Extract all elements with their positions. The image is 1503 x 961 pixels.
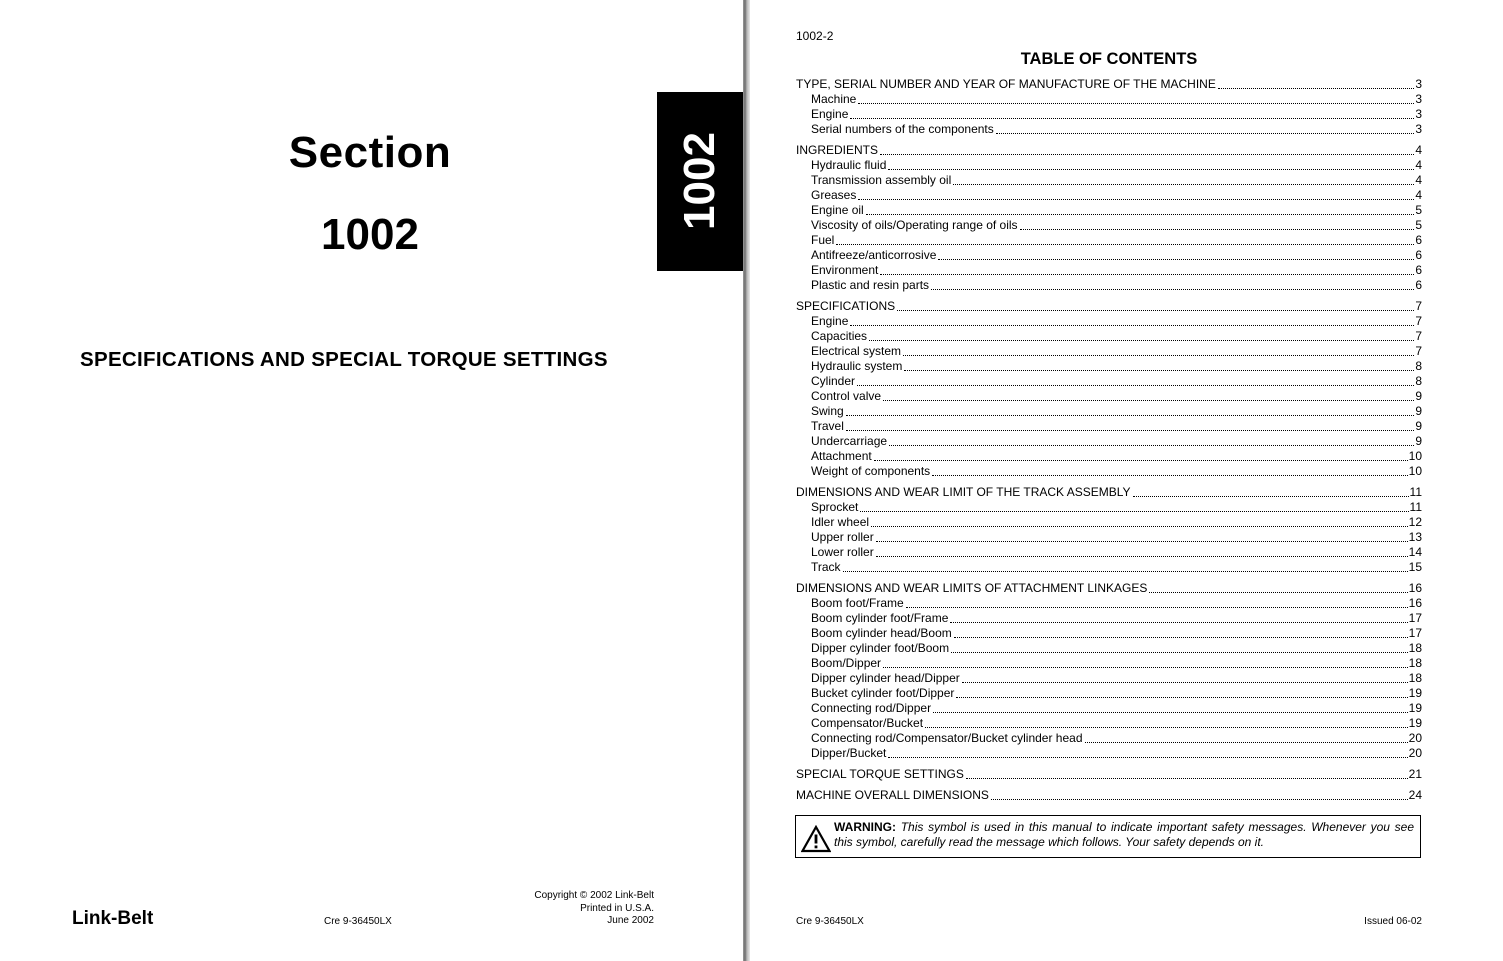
date-line: June 2002 [607,915,654,926]
issued-date: Issued 06-02 [1364,916,1422,927]
toc-entry-page: 5 [1415,203,1422,217]
toc-entry [811,641,1422,656]
toc-dot-leader [932,475,1407,476]
toc-entry-label: Antifreeze/anticorrosive [811,248,937,262]
toc-entry-page: 20 [1408,746,1422,760]
toc-entry-label: Idler wheel [811,515,870,529]
toc-entry-label: Engine oil [811,203,864,217]
toc-entry-page: 4 [1415,143,1422,157]
toc-dot-leader [933,712,1408,713]
toc-entry-label: Compensator/Bucket [811,716,924,730]
toc-dot-leader [962,682,1408,683]
document-code-right: Cre 9-36450LX [796,916,864,927]
toc-entry [811,545,1422,560]
toc-entry [811,122,1422,137]
toc-dot-leader [925,727,1408,728]
toc-entry [811,701,1422,716]
toc-dot-leader [951,652,1408,653]
toc-entry-label: Machine [811,92,857,106]
toc-dot-leader [1133,496,1409,497]
toc-title: TABLE OF CONTENTS [1020,50,1198,68]
toc-entry [811,359,1422,374]
toc-entry-label: Boom/Dipper [811,656,882,670]
toc-entry-page: 10 [1408,449,1422,463]
toc-entry-label: Control valve [811,389,882,403]
toc-entry-label: Upper roller [811,530,874,544]
toc-entry-label: Boom foot/Frame [811,596,904,610]
toc-entry [811,596,1422,611]
toc-entry [796,77,1422,92]
toc-entry-page: 8 [1415,359,1422,373]
toc-entry [796,788,1422,803]
toc-entry-page: 16 [1408,596,1422,610]
toc-entry-page: 9 [1415,434,1422,448]
toc-dot-leader [846,430,1414,431]
toc-entry-page: 20 [1408,731,1422,745]
toc-entry [811,515,1422,530]
toc-entry-label: Lower roller [811,545,874,559]
toc-entry [796,485,1422,500]
toc-entry [811,389,1422,404]
toc-entry-label: Hydraulic system [811,359,903,373]
toc-entry-page: 16 [1408,581,1422,595]
toc-entry-page: 3 [1415,107,1422,121]
toc-dot-leader [1218,88,1414,89]
toc-entry [811,419,1422,434]
toc-dot-leader [883,400,1414,401]
toc-entry [811,500,1422,515]
toc-dot-leader [858,199,1414,200]
toc-entry-page: 24 [1408,788,1422,802]
toc-entry [811,173,1422,188]
toc-entry-label: Transmission assembly oil [811,173,952,187]
toc-entry-label: Bucket cylinder foot/Dipper [811,686,955,700]
toc-entry-label: Undercarriage [811,434,888,448]
toc-dot-leader [857,385,1414,386]
toc-entry [811,464,1422,479]
toc-entry-page: 9 [1415,404,1422,418]
toc-dot-leader [950,622,1407,623]
toc-entry [796,767,1422,782]
toc-entry-page: 4 [1415,158,1422,172]
toc-entry-page: 8 [1415,374,1422,388]
toc-dot-leader [996,133,1415,134]
toc-dot-leader [866,214,1415,215]
toc-entry-label: Connecting rod/Dipper [811,701,932,715]
toc-entry-label: Weight of components [811,464,931,478]
toc-entry-label: MACHINE OVERALL DIMENSIONS [796,788,989,802]
page-number: 1002-2 [796,29,834,43]
page-divider [743,0,750,961]
toc-entry-page: 11 [1409,500,1422,514]
toc-dot-leader [888,169,1414,170]
toc-entry-label: Boom cylinder foot/Frame [811,611,949,625]
toc-dot-leader [880,154,1414,155]
toc-entry-page: 15 [1408,560,1422,574]
copyright-block [534,890,654,928]
toc-entry-label: Viscosity of oils/Operating range of oils [811,218,1018,232]
toc-entry [796,299,1422,314]
brand-logo: Link-Belt [72,908,154,929]
toc-dot-leader [904,370,1414,371]
toc-entry [811,107,1422,122]
toc-entry-label: SPECIFICATIONS [796,299,896,313]
toc-dot-leader [860,511,1408,512]
toc-entry [811,92,1422,107]
toc-dot-leader [954,637,1408,638]
toc-dot-leader [874,460,1408,461]
toc-dot-leader [906,607,1408,608]
toc-entry-label: Engine [811,314,849,328]
toc-entry-page: 14 [1408,545,1422,559]
toc-entry [811,203,1422,218]
toc-entry [811,263,1422,278]
toc-entry-page: 9 [1415,389,1422,403]
toc-entry-label: Track [811,560,841,574]
toc-entry-label: Electrical system [811,344,902,358]
toc-dot-leader [897,310,1414,311]
toc-entry-page: 3 [1415,77,1422,91]
toc-dot-leader [850,118,1414,119]
toc-entry-page: 7 [1415,299,1422,313]
toc-dot-leader [843,571,1408,572]
toc-entry-page: 7 [1415,329,1422,343]
toc-dot-leader [883,667,1408,668]
toc-entry-label: Environment [811,263,879,277]
toc-entry-page: 17 [1408,626,1422,640]
toc-entry [811,671,1422,686]
toc-dot-leader [876,556,1408,557]
toc-dot-leader [966,778,1408,779]
toc-dot-leader [850,325,1414,326]
toc-dot-leader [956,697,1407,698]
toc-entry-label: Attachment [811,449,872,463]
toc-entry [811,329,1422,344]
toc-dot-leader [931,289,1414,290]
toc-entry-page: 18 [1408,641,1422,655]
toc-entry [811,218,1422,233]
section-tab-number: 1002 [675,132,724,230]
toc-entry-label: DIMENSIONS AND WEAR LIMITS OF ATTACHMENT LINKAGES [796,581,1148,595]
toc-entry-page: 21 [1408,767,1422,781]
toc-entry [811,344,1422,359]
toc-entry-page: 6 [1415,248,1422,262]
warning-message: This symbol is used in this manual to indicate important safety messages. Whenever you see this symbol, carefully read the message which follows. Your safety depends on it. [834,820,1414,849]
section-subtitle: SPECIFICATIONS AND SPECIAL TORQUE SETTINGS [80,348,608,371]
toc-entry-page: 6 [1415,233,1422,247]
toc-dot-leader [876,541,1408,542]
section-number: 1002 [321,210,419,259]
toc-entry-label: Serial numbers of the components [811,122,994,136]
toc-dot-leader [889,445,1414,446]
toc-entry-label: Dipper cylinder head/Dipper [811,671,960,685]
toc-entry-label: Engine [811,107,849,121]
toc-entry-label: Sprocket [811,500,859,514]
toc-entry-page: 3 [1415,122,1422,136]
toc-entry-page: 12 [1408,515,1422,529]
toc-entry-page: 7 [1415,344,1422,358]
toc-dot-leader [871,526,1408,527]
toc-entry-page: 7 [1415,314,1422,328]
toc-dot-leader [991,799,1408,800]
toc-entry-page: 18 [1408,656,1422,670]
toc-entry [811,686,1422,701]
toc-entry-page: 9 [1415,419,1422,433]
toc-dot-leader [869,340,1414,341]
toc-entry-label: DIMENSIONS AND WEAR LIMIT OF THE TRACK ASSEMBLY [796,485,1131,499]
toc-entry-label: Cylinder [811,374,856,388]
toc-entry [811,731,1422,746]
document-code: Cre 9-36450LX [324,916,392,927]
toc-entry [811,233,1422,248]
toc-dot-leader [938,259,1414,260]
right-page [750,0,1503,961]
toc-dot-leader [858,103,1414,104]
toc-dot-leader [903,355,1414,356]
toc-entry-label: Greases [811,188,857,202]
toc-entry-label: Connecting rod/Compensator/Bucket cylinder head [811,731,1083,745]
warning-triangle-icon [801,825,831,853]
toc-entry [811,278,1422,293]
left-page [0,0,743,961]
toc-entry-page: 4 [1415,188,1422,202]
toc-entry-label: Fuel [811,233,835,247]
toc-entry-label: Plastic and resin parts [811,278,930,292]
toc-entry [811,449,1422,464]
toc-entry [811,560,1422,575]
section-heading: Section [288,128,452,177]
toc-entry-page: 18 [1408,671,1422,685]
toc-entry [796,143,1422,158]
copyright-line: Copyright © 2002 Link-Belt [534,890,654,901]
toc-dot-leader [846,415,1415,416]
toc-entry-page: 4 [1415,173,1422,187]
toc-entry-label: Swing [811,404,844,418]
toc-entry-page: 6 [1415,263,1422,277]
toc-entry-page: 11 [1409,485,1422,499]
toc-entry-page: 19 [1408,716,1422,730]
toc-entry [796,581,1422,596]
toc-entry [811,158,1422,173]
toc-entry [811,626,1422,641]
toc-entry-page: 10 [1408,464,1422,478]
toc-entry [811,434,1422,449]
toc-dot-leader [880,274,1414,275]
toc-entry-page: 19 [1408,701,1422,715]
warning-box [795,815,1421,858]
toc-dot-leader [1085,742,1408,743]
toc-entry-label: Boom cylinder head/Boom [811,626,952,640]
section-tab [657,92,743,271]
toc-entry [811,656,1422,671]
toc-entry-label: Hydraulic fluid [811,158,887,172]
toc-entry [811,248,1422,263]
toc-entry-page: 5 [1415,218,1422,232]
toc-entry-page: 17 [1408,611,1422,625]
toc-entry-label: SPECIAL TORQUE SETTINGS [796,767,964,781]
warning-label: WARNING: [834,820,896,834]
toc-entry-page: 13 [1408,530,1422,544]
toc-dot-leader [953,184,1414,185]
toc-entry [811,404,1422,419]
toc-entry-label: Dipper cylinder foot/Boom [811,641,950,655]
toc-entry-page: 19 [1408,686,1422,700]
toc-entry-page: 6 [1415,278,1422,292]
toc-entry [811,374,1422,389]
toc-entry [811,611,1422,626]
toc-entry [811,716,1422,731]
toc-dot-leader [1149,592,1407,593]
warning-text [834,820,1414,850]
toc-entry [811,188,1422,203]
toc-entry-page: 3 [1415,92,1422,106]
toc-dot-leader [836,244,1414,245]
toc-entry [811,746,1422,761]
toc-dot-leader [1020,229,1415,230]
toc-entry-label: Travel [811,419,844,433]
toc-entry [811,530,1422,545]
toc-dot-leader [888,757,1407,758]
printed-line: Printed in U.S.A. [580,902,654,914]
toc-entry-label: Dipper/Bucket [811,746,887,760]
toc-entry-label: Capacities [811,329,868,343]
toc-entry-label: TYPE, SERIAL NUMBER AND YEAR OF MANUFACTURE OF THE MACHINE [796,77,1216,91]
toc-entry-label: INGREDIENTS [796,143,879,157]
toc-entry [811,314,1422,329]
